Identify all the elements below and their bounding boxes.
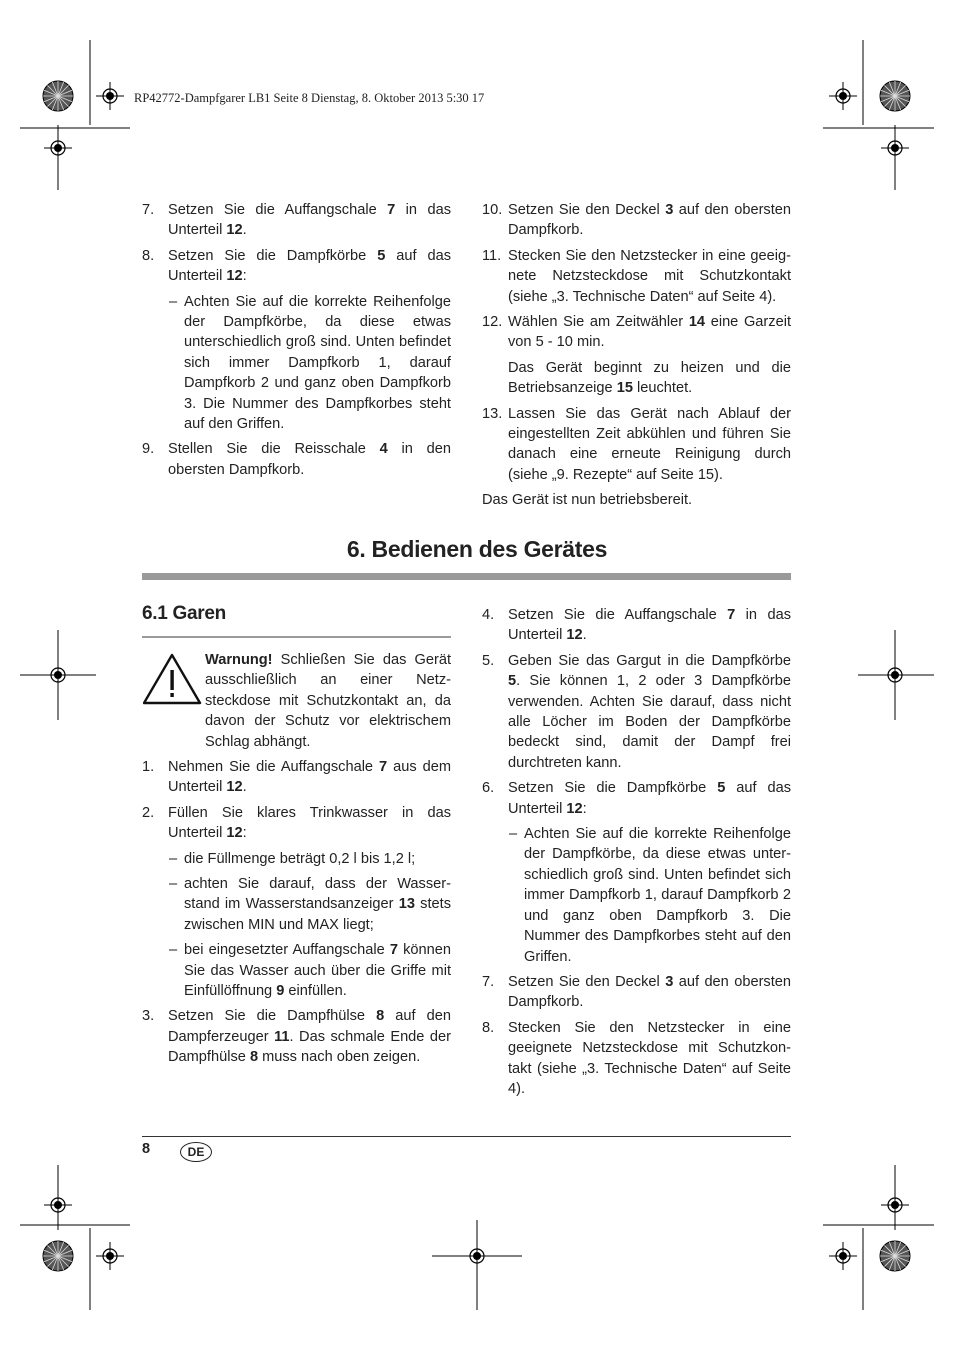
language-badge: DE <box>180 1142 212 1162</box>
list-item-number: 5. <box>482 652 495 669</box>
list-item-text: Lassen Sie das Gerät nach Ablauf der eingestellten Zeit abkühlen und führen Sie danach eine erneute Reinigung durch (siehe „9. Rezepte“ auf Seite 15). <box>508 405 791 483</box>
list-item-text: Geben Sie das Gargut in die Dampfkörbe 5. Sie können 1, 2 oder 3 Dampfkörbe verwenden. Achten Sie darauf, dass nicht alle Löcher im Boden der Dampfkörbe bedeckt sind, damit der Dampf frei durchtreten kann. <box>508 652 791 771</box>
bottom-right-column <box>482 605 791 1099</box>
list-item <box>482 312 791 353</box>
list-item <box>142 803 451 844</box>
list-item-text: Setzen Sie den Deckel 3 auf den obersten Dampfkorb. <box>508 973 792 1011</box>
warning-triangle-icon <box>143 653 203 705</box>
section-title-bar <box>142 573 791 580</box>
list-item <box>482 404 791 486</box>
list-item-number: 9. <box>142 441 155 458</box>
subsection-title: 6.1 Garen <box>142 603 226 624</box>
list-item-number: 13. <box>482 405 503 422</box>
sub-list-item-text: Achten Sie auf die korrekte Reihenfolge der Dampfkörbe, da diese etwas unterschiedlich groß sind. Unten befindet sich immer Dampfkorb 1, darauf Dampfkorb 2 und ganz oben Dampfkorb 3. Die Nummer des Dampfkorbes steht auf den Griffen. <box>524 826 791 965</box>
list-item <box>142 246 451 287</box>
list-item-number: 12. <box>482 314 503 331</box>
page-number: 8 <box>142 1141 151 1157</box>
subsection-rule <box>142 636 451 638</box>
list-item-number: 7. <box>142 202 155 218</box>
list-item-number: 8. <box>482 1019 495 1036</box>
list-item-number: 6. <box>482 780 495 797</box>
sub-list-item <box>142 874 451 935</box>
sub-list-item <box>482 824 791 967</box>
footer-rule <box>142 1136 791 1137</box>
list-item-number: 7. <box>482 973 495 990</box>
list-item <box>142 1006 451 1067</box>
warning-label: Warnung! <box>205 652 273 668</box>
sub-list-item-text: bei eingesetzter Auffangschale 7 können Sie das Wasser auch über die Griffe mit Einfüllöffnung 9 einfüllen. <box>184 942 451 1000</box>
bottom-left-column <box>142 757 451 1068</box>
list-item-number: 4. <box>482 607 495 623</box>
list-item <box>482 246 791 307</box>
sub-list-item-text: die Füllmenge beträgt 0,2 l bis 1,2 l; <box>184 850 416 867</box>
dash-bullet: – <box>509 826 518 843</box>
print-slug: RP42772-Dampfgarer LB1 Seite 8 Dienstag, 8. Oktober 2013 5:30 17 <box>134 91 485 105</box>
sub-list-item <box>142 849 451 869</box>
list-item-text: Stecken Sie den Netzstecker in eine geeignete Netzsteckdose mit Schutzkontakt (siehe „3. Technische Daten“ auf Seite 4). <box>508 247 791 305</box>
warning-text <box>205 650 451 752</box>
list-item-text: Setzen Sie die Auffangschale 7 in das Unterteil 12. <box>168 202 451 239</box>
list-item-number: 10. <box>482 202 503 218</box>
list-item <box>142 439 451 480</box>
list-item-text: Stecken Sie den Netzstecker in eine geeignete Netzsteckdose mit Schutzkontakt (siehe „3. Technische Daten“ auf Seite 4). <box>508 1019 791 1097</box>
top-left-column <box>142 200 451 480</box>
list-item-text: Wählen Sie am Zeitwähler 14 eine Garzeit von 5 - 10 min. <box>508 314 791 351</box>
list-item-text: Setzen Sie die Auffangschale 7 in das Unterteil 12. <box>508 607 791 644</box>
list-item-number: 1. <box>142 759 155 775</box>
dash-bullet: – <box>169 876 178 893</box>
list-item-number: 8. <box>142 247 155 264</box>
dash-bullet: – <box>169 850 178 867</box>
paragraph: Das Gerät beginnt zu heizen und die Betriebsanzeige 15 leuchtet. <box>508 359 791 397</box>
list-item-text: Setzen Sie die Dampfhülse 8 auf den Dampferzeuger 11. Das schmale Ende der Dampfhülse 8 muss nach oben zeigen. <box>168 1008 452 1066</box>
sub-list-item <box>142 292 451 435</box>
list-item <box>482 1018 791 1100</box>
dash-bullet: – <box>169 293 178 310</box>
list-item-text: Setzen Sie die Dampfkörbe 5 auf das Unterteil 12: <box>508 780 791 817</box>
warning-body: Schließen Sie das Gerät ausschließlich an einer Netzsteckdose mit Schutzkontakt an, da davon der Schutz vor elektrischem Schlag abhängt. <box>205 652 451 750</box>
list-item-text: Nehmen Sie die Auffangschale 7 aus dem Unterteil 12. <box>168 759 452 796</box>
list-item-text: Setzen Sie die Dampfkörbe 5 auf das Unterteil 12: <box>168 247 451 285</box>
list-item <box>482 778 791 819</box>
sub-list-item-text: Achten Sie auf die korrekte Reihenfolge der Dampfkörbe, da diese etwas unterschiedlich groß sind. Unten befindet sich immer Dampfkorb 1, darauf Dampfkorb 2 und ganz oben Dampfkorb 3. Die Nummer des Dampfkorbes steht auf den Griffen. <box>184 293 451 433</box>
list-item-number: 3. <box>142 1008 155 1025</box>
top-right-column <box>482 200 791 511</box>
list-item <box>482 200 791 241</box>
paragraph: Das Gerät ist nun betriebsbereit. <box>482 492 693 509</box>
sub-list-item-text: achten Sie darauf, dass der Wasserstand im Wasserstandsanzeiger 13 stets zwischen MIN und MAX liegt; <box>184 876 451 933</box>
list-item-text: Füllen Sie klares Trinkwasser in das Unterteil 12: <box>168 804 451 842</box>
list-item <box>142 200 451 241</box>
section-title: 6. Bedienen des Gerätes <box>346 536 608 562</box>
dash-bullet: – <box>169 942 178 959</box>
list-item <box>482 972 791 1013</box>
list-item-number: 2. <box>142 804 155 821</box>
list-item <box>482 605 791 646</box>
sub-list-item <box>142 940 451 1001</box>
list-item-text: Setzen Sie den Deckel 3 auf den obersten Dampfkorb. <box>508 202 792 239</box>
list-item <box>482 651 791 773</box>
list-item-number: 11. <box>482 247 502 264</box>
list-item <box>142 757 451 798</box>
list-item-text: Stellen Sie die Reisschale 4 in den obersten Dampfkorb. <box>168 441 451 478</box>
